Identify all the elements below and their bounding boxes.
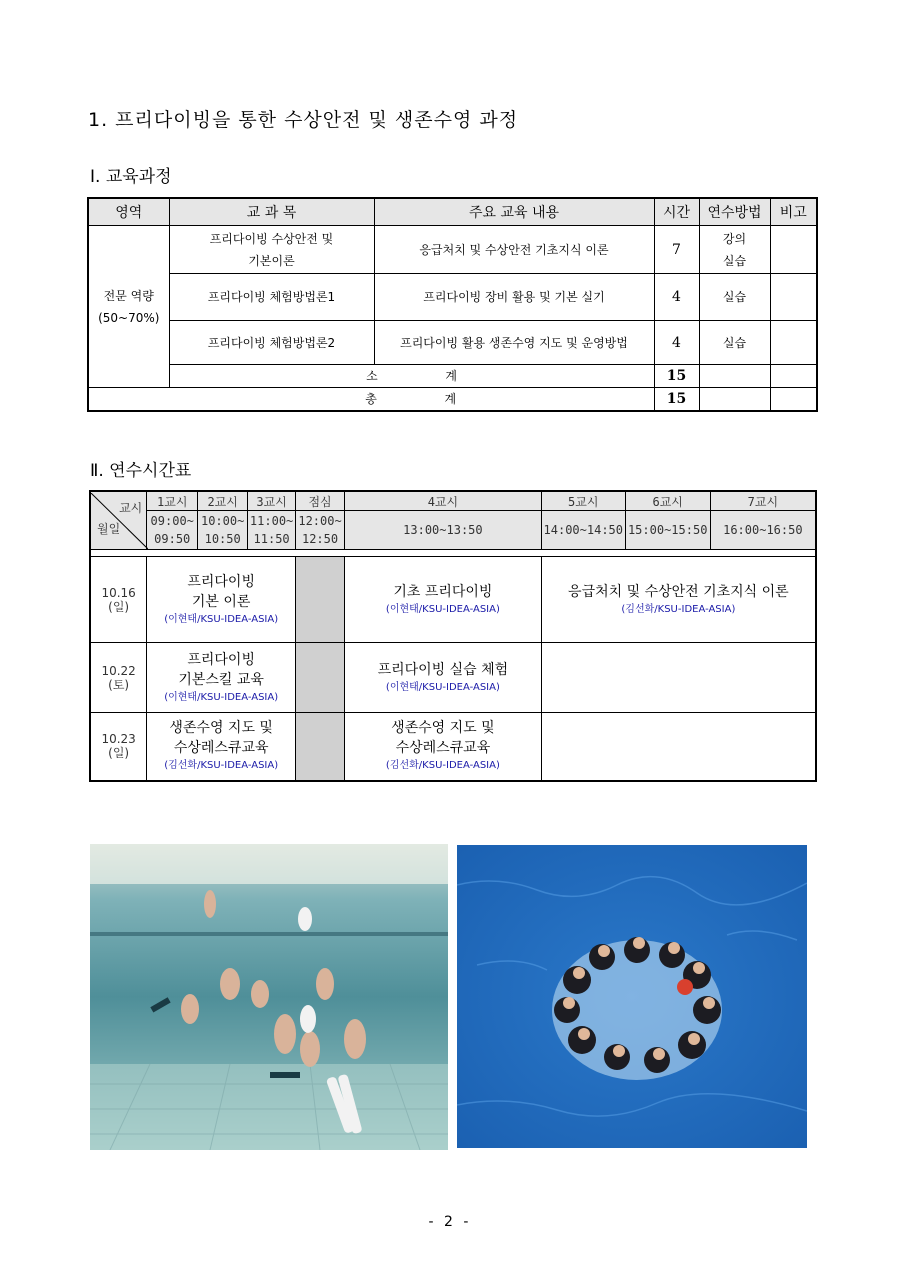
period-header: 5교시 [541, 491, 625, 511]
session-title: 기초 프리다이빙 [393, 583, 493, 600]
session-title: 수상레스큐교육 [173, 740, 269, 757]
header-method: 연수방법 [699, 198, 770, 226]
session-title: 응급처치 및 수상안전 기초지식 이론 [568, 583, 789, 600]
time-cell: 15:00~15:50 [625, 511, 710, 550]
session-title: 프리다이빙 실습 체험 [377, 661, 509, 678]
content-cell: 응급처치 및 수상안전 기초지식 이론 [374, 226, 654, 274]
page-number: - 2 - [428, 1214, 472, 1230]
time-cell [296, 511, 345, 550]
area-cell [88, 226, 169, 388]
date-cell [90, 713, 147, 781]
schedule-table [89, 490, 817, 782]
afternoon-session-empty [541, 713, 816, 781]
period-header: 4교시 [345, 491, 542, 511]
hours-cell: 4 [654, 274, 699, 321]
time-start: 11:00~ [249, 514, 294, 528]
subtotal-row [88, 365, 817, 388]
session-title: 수상레스큐교육 [395, 740, 491, 757]
schedule-period-row [90, 491, 816, 511]
subject-cell: 프리다이빙 체험방법론1 [169, 274, 374, 321]
total-char: 계 [444, 392, 457, 406]
time-start: 09:00~ [150, 514, 194, 528]
note-cell [770, 274, 817, 321]
time-end: 12:50 [301, 532, 339, 546]
method-cell [699, 226, 770, 274]
subtotal-char: 소 [366, 369, 378, 383]
subject-cell: 프리다이빙 체험방법론2 [169, 321, 374, 365]
time-start: 12:00~ [298, 514, 342, 528]
content-cell: 프리다이빙 장비 활용 및 기본 실기 [374, 274, 654, 321]
header-note: 비고 [770, 198, 817, 226]
area-label: 전문 역량 [103, 288, 154, 303]
time-start: 10:00~ [200, 514, 245, 528]
method-cell: 실습 [699, 321, 770, 365]
time-cell [147, 511, 198, 550]
corner-period-label: 교시 [119, 500, 143, 515]
schedule-day-row [90, 643, 816, 713]
date-day: 10.22 [101, 663, 136, 678]
morning-session [147, 557, 296, 643]
date-day: 10.16 [101, 585, 136, 600]
method-line: 실습 [722, 253, 747, 268]
morning-session [147, 713, 296, 781]
session-instructor: (김선화/KSU-IDEA-ASIA) [621, 603, 736, 615]
time-cell: 14:00~14:50 [541, 511, 625, 550]
session-title: 생존수영 지도 및 [391, 720, 495, 737]
session-instructor: (이현태/KSU-IDEA-ASIA) [164, 691, 279, 703]
method-line: 강의 [722, 231, 747, 246]
curriculum-table [87, 197, 818, 412]
period-header: 6교시 [625, 491, 710, 511]
header-area: 영역 [88, 198, 169, 226]
total-row [88, 388, 817, 412]
session-instructor: (이현태/KSU-IDEA-ASIA) [385, 681, 500, 693]
schedule-day-row [90, 713, 816, 781]
time-cell [248, 511, 296, 550]
date-weekday: (일) [108, 599, 130, 614]
curriculum-header-row [88, 198, 817, 226]
time-cell [198, 511, 248, 550]
corner-date-label: 월일 [97, 521, 121, 536]
note-cell [770, 226, 817, 274]
table-row [88, 321, 817, 365]
time-end: 10:50 [204, 532, 241, 546]
time-end: 09:50 [154, 532, 191, 546]
subtotal-hours: 15 [654, 365, 699, 388]
session-instructor: (이현태/KSU-IDEA-ASIA) [385, 603, 500, 615]
schedule-time-row [90, 511, 816, 550]
total-label [88, 388, 654, 412]
subtotal-label [169, 365, 654, 388]
hours-cell: 7 [654, 226, 699, 274]
subject-line: 기본이론 [248, 253, 295, 268]
time-end: 11:50 [253, 532, 290, 546]
schedule-day-row [90, 557, 816, 643]
period4-session [345, 557, 542, 643]
empty-cell [699, 388, 770, 412]
period4-session [345, 713, 542, 781]
period-header: 점심 [296, 491, 345, 511]
method-cell: 실습 [699, 274, 770, 321]
morning-session [147, 643, 296, 713]
schedule-corner [90, 491, 147, 550]
empty-cell [770, 365, 817, 388]
empty-cell [699, 365, 770, 388]
date-cell [90, 643, 147, 713]
session-title: 프리다이빙 [187, 573, 255, 590]
period-header: 2교시 [198, 491, 248, 511]
page-title: 1. 프리다이빙을 통한 수상안전 및 생존수영 과정 [88, 109, 519, 131]
area-percent: (50~70%) [98, 310, 160, 325]
session-title: 기본스킬 교육 [178, 671, 264, 688]
schedule-gap [90, 550, 816, 557]
subject-cell [169, 226, 374, 274]
section-curriculum-heading: Ⅰ. 교육과정 [90, 167, 172, 187]
empty-cell [770, 388, 817, 412]
lunch-cell [296, 557, 345, 643]
date-weekday: (일) [108, 746, 130, 761]
table-row [88, 226, 817, 274]
pool-survival-swimming-photo [457, 845, 807, 1148]
header-hours: 시간 [654, 198, 699, 226]
time-cell: 16:00~16:50 [710, 511, 816, 550]
date-day: 10.23 [101, 732, 136, 747]
period-header: 1교시 [147, 491, 198, 511]
afternoon-session-empty [541, 643, 816, 713]
lunch-cell [296, 713, 345, 781]
table-row [88, 274, 817, 321]
underwater-freediving-photo [90, 844, 448, 1150]
total-hours: 15 [654, 388, 699, 412]
content-cell: 프리다이빙 활용 생존수영 지도 및 운영방법 [374, 321, 654, 365]
header-content: 주요 교육 내용 [374, 198, 654, 226]
session-instructor: (김선화/KSU-IDEA-ASIA) [385, 760, 500, 772]
section-schedule-heading: Ⅱ. 연수시간표 [90, 461, 192, 481]
date-weekday: (토) [108, 677, 130, 692]
session-instructor: (김선화/KSU-IDEA-ASIA) [164, 760, 279, 772]
period4-session [345, 643, 542, 713]
header-subject: 교 과 목 [169, 198, 374, 226]
session-title: 생존수영 지도 및 [169, 720, 273, 737]
period-header: 3교시 [248, 491, 296, 511]
date-cell [90, 557, 147, 643]
subtotal-char: 계 [445, 369, 457, 383]
time-cell: 13:00~13:50 [345, 511, 542, 550]
note-cell [770, 321, 817, 365]
session-instructor: (이현태/KSU-IDEA-ASIA) [164, 613, 279, 625]
hours-cell: 4 [654, 321, 699, 365]
gap-cell [90, 550, 816, 557]
session-title: 프리다이빙 [187, 651, 255, 668]
lunch-cell [296, 643, 345, 713]
total-char: 총 [365, 392, 377, 406]
subject-line: 프리다이빙 수상안전 및 [209, 231, 334, 246]
session-title: 기본 이론 [191, 593, 251, 610]
period-header: 7교시 [710, 491, 816, 511]
afternoon-session [541, 557, 816, 643]
